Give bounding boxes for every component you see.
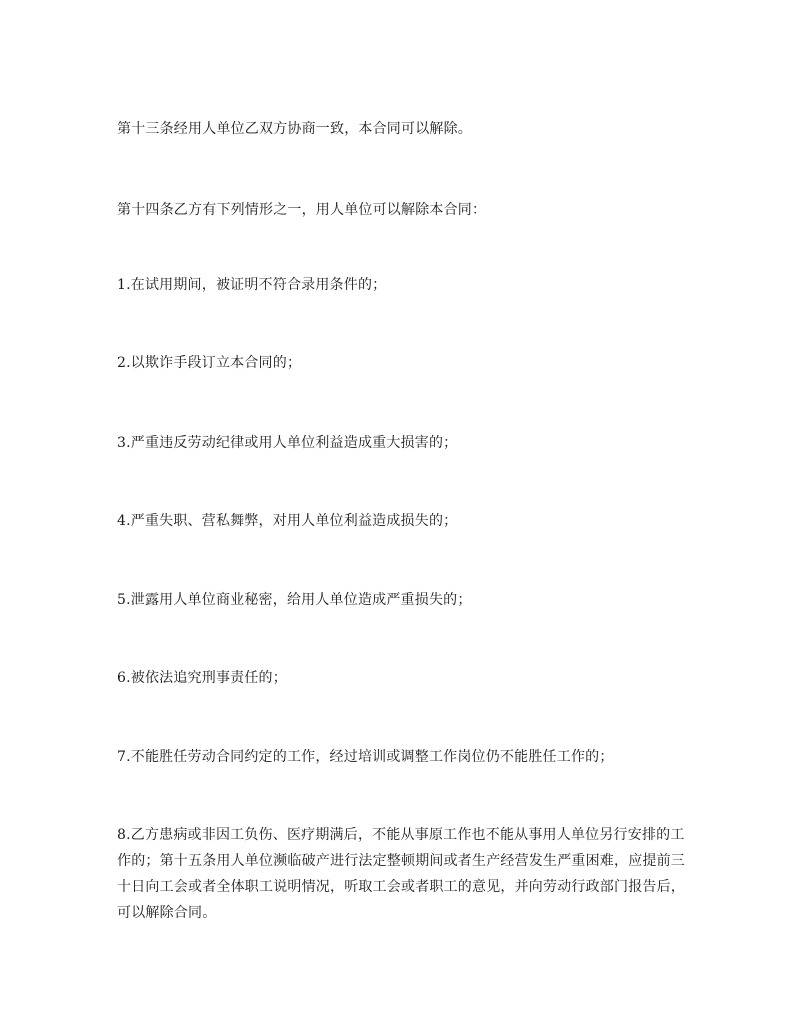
clause-14-paragraph: 第十四条乙方有下列情形之一，用人单位可以解除本合同： [117, 202, 487, 218]
list-item-3: 3.严重违反劳动纪律或用人单位利益造成重大损害的； [117, 435, 458, 451]
clause-13-paragraph: 第十三条经用人单位乙双方协商一致，本合同可以解除。 [117, 121, 472, 137]
list-item-2: 2.以欺诈手段订立本合同的； [117, 355, 302, 371]
list-item-7: 7.不能胜任劳动合同约定的工作，经过培训或调整工作岗位仍不能胜任工作的； [117, 749, 614, 765]
list-item-1: 1.在试用期间，被证明不符合录用条件的； [117, 277, 387, 293]
list-item-8-and-clause-15: 8.乙方患病或非因工负伤、医疗期满后，不能从事原工作也不能从事用人单位另行安排的工作的；第十五条用人单位濒临破产进行法定整顿期间或者生产经营发生严重困难，应提前三十日向工会或者全体职工说明情况，听取工会或者职工的意见，并向劳动行政部门报告后，可以解除合同。 [117, 827, 685, 921]
list-item-4: 4.严重失职、营私舞弊，对用人单位利益造成损失的； [117, 513, 458, 529]
list-item-5: 5.泄露用人单位商业秘密，给用人单位造成严重损失的； [117, 592, 472, 608]
list-item-6: 6.被依法追究刑事责任的； [117, 670, 287, 686]
